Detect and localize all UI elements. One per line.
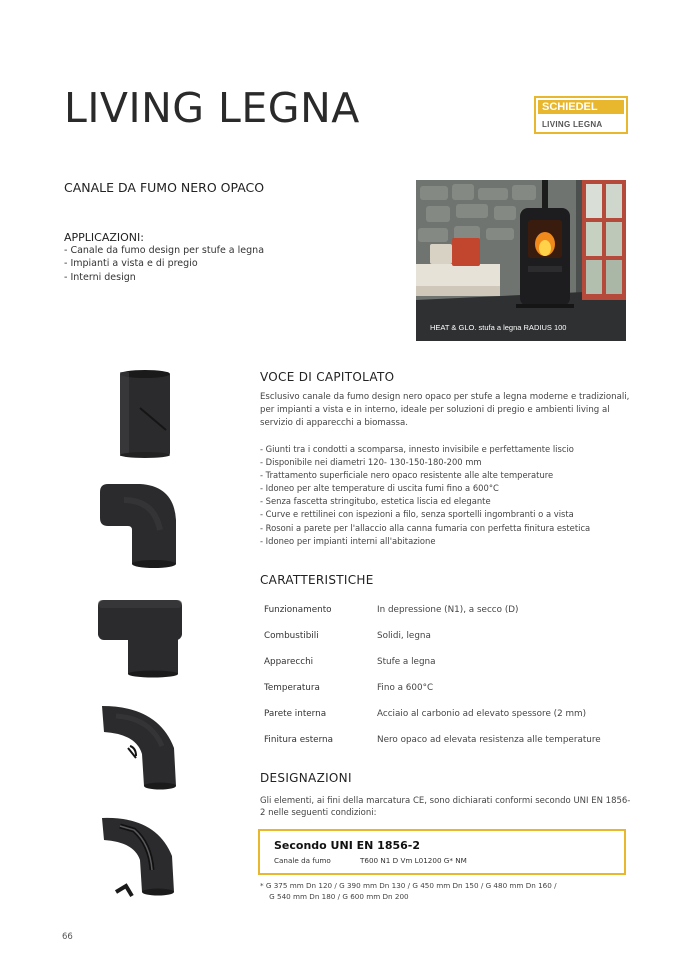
row-value: Nero opaco ad elevata resistenza alle temperature	[377, 735, 601, 745]
inspection-elbow-pipe-icon	[98, 810, 180, 900]
list-item: - Interni design	[64, 271, 136, 283]
curved-elbow-pipe-icon	[96, 700, 184, 790]
page-number: 66	[62, 932, 73, 942]
designation-note	[260, 880, 557, 902]
applications-heading: APPLICAZIONI:	[64, 231, 144, 244]
caratteristiche-heading: CARATTERISTICHE	[260, 573, 374, 587]
schiedel-logo	[534, 96, 628, 134]
designation-box-title: Secondo UNI EN 1856-2	[274, 839, 420, 852]
designation-code: T600 N1 D Vm L01200 G* NM	[360, 856, 467, 865]
logo-brand: SCHIEDEL	[538, 100, 624, 114]
row-value: Solidi, legna	[377, 631, 431, 641]
row-key: Funzionamento	[264, 605, 332, 615]
list-item: - Giunti tra i condotti a scomparsa, innesto invisibile e perfettamente liscio	[260, 444, 574, 454]
applications-list	[64, 244, 264, 284]
list-item: - Disponibile nei diametri 120- 130-150-180-200 mm	[260, 457, 482, 468]
row-key: Parete interna	[264, 709, 327, 719]
list-item: - Idoneo per impianti interni all'abitazione	[260, 535, 436, 546]
designazioni-heading: DESIGNAZIONI	[260, 771, 352, 785]
product-subtitle: CANALE DA FUMO NERO OPACO	[64, 180, 265, 195]
row-value: Fino a 600°C	[377, 683, 434, 693]
stove-photo	[416, 180, 626, 341]
elbow-90-pipe-icon	[94, 480, 184, 570]
row-value: Acciaio al carbonio ad elevato spessore (2 mm)	[377, 709, 587, 719]
row-key: Apparecchi	[264, 657, 314, 667]
list-item: - Rosoni a parete per l'allaccio alla canna fumaria con perfetta finitura estetica	[260, 522, 591, 533]
row-key: Temperatura	[264, 683, 320, 693]
list-item: - Idoneo per alte temperature di uscita fumi fino a 600°C	[260, 483, 499, 494]
designation-box	[258, 829, 626, 875]
row-value: Stufe a legna	[377, 657, 436, 667]
list-item: - Trattamento superficiale nero opaco resistente alle alte temperature	[260, 470, 554, 481]
row-key: Finitura esterna	[264, 735, 333, 745]
list-item: - Impianti a vista e di pregio	[64, 258, 198, 270]
photo-caption: HEAT & GLO. stufa a legna RADIUS 100	[430, 323, 567, 332]
row-key: Combustibili	[264, 631, 319, 641]
voce-heading: VOCE DI CAPITOLATO	[260, 370, 395, 384]
page-title: LIVING LEGNA	[64, 84, 360, 132]
designazioni-paragraph: Gli elementi, ai fini della marcatura CE, sono dichiarati conformi secondo UNI EN 1856-2 nelle seguenti condizioni:	[260, 796, 631, 818]
straight-pipe-icon	[108, 368, 184, 460]
note-line: * G 375 mm Dn 120 / G 390 mm Dn 130 / G 450 mm Dn 150 / G 480 mm Dn 160 /	[260, 881, 557, 890]
list-item: - Curve e rettilinei con ispezioni a filo, senza sportelli ingombranti o a vista	[260, 509, 574, 520]
note-line: G 540 mm Dn 180 / G 600 mm Dn 200	[260, 892, 409, 901]
logo-product: LIVING LEGNA	[542, 120, 603, 129]
row-value: In depressione (N1), a secco (D)	[377, 605, 519, 615]
list-item: - Canale da fumo design per stufe a legna	[64, 245, 265, 256]
voce-bullets	[260, 443, 590, 548]
voce-paragraph: Esclusivo canale da fumo design nero opaco per stufe a legna moderne e tradizionali, per impianti a vista e in interno, ideale per soluzioni di pregio e ambienti living al servizio di apparecchi a biomassa.	[260, 392, 630, 428]
list-item: - Senza fascetta stringitubo, estetica liscia ed elegante	[260, 496, 491, 507]
designation-label: Canale da fumo	[274, 856, 331, 865]
stove-photo-illustration	[416, 180, 626, 341]
tee-pipe-icon	[94, 594, 186, 678]
